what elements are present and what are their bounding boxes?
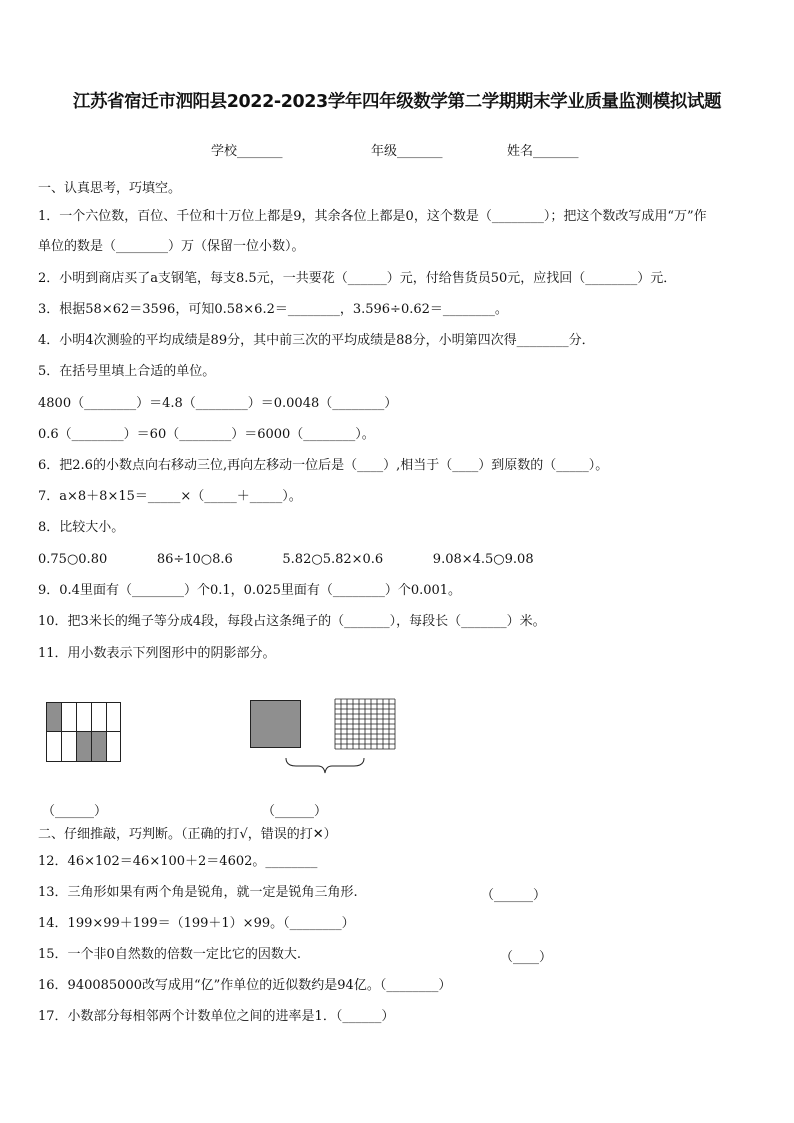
question-10: 10．把3米长的绳子等分成4段，每段占这条绳子的（_______），每段长（_______）米。 bbox=[38, 614, 546, 629]
question-8: 8．比较大小。 bbox=[38, 520, 125, 535]
question-5-row-2: 0.6（________）＝60（________）＝6000（________）。 bbox=[38, 427, 375, 442]
question-7: 7．a×8＋8×15＝_____×（_____＋_____）。 bbox=[38, 489, 302, 504]
question-16: 16．940085000改写成用“亿”作单位的近似数约是94亿。（________） bbox=[38, 978, 452, 993]
figure-2-answer[interactable]: （______） bbox=[262, 804, 328, 819]
question-9: 9．0.4里面有（________）个0.1，0.025里面有（________）个0.001。 bbox=[38, 583, 462, 598]
grid-cell bbox=[46, 731, 62, 762]
grid-cell bbox=[91, 702, 107, 732]
school-field[interactable]: 学校_______ bbox=[211, 144, 283, 159]
brace-icon bbox=[284, 756, 366, 776]
page-title: 江苏省宿迁市泗阳县2022-2023学年四年级数学第二学期期末学业质量监测模拟试题 bbox=[72, 92, 722, 112]
question-3: 3．根据58×62＝3596，可知0.58×6.2＝________，3.596÷0.62＝________。 bbox=[38, 302, 508, 317]
question-4: 4．小明4次测验的平均成绩是89分，其中前三次的平均成绩是88分，小明第四次得________分． bbox=[38, 333, 595, 348]
question-12: 12．46×102＝46×100＋2＝4602。________ bbox=[38, 854, 318, 869]
grid-cell bbox=[61, 702, 77, 732]
grid-cell bbox=[106, 731, 121, 762]
question-15-bracket[interactable]: （____） bbox=[500, 950, 553, 965]
hundred-grid-figure bbox=[334, 698, 396, 750]
grid-cell bbox=[106, 702, 121, 732]
figure-1-answer[interactable]: （______） bbox=[42, 804, 108, 819]
shaded-square-figure bbox=[250, 700, 301, 748]
question-2: 2．小明到商店买了a支钢笔，每支8.5元，一共要花（______）元，付给售货员50元，应找回（________）元． bbox=[38, 271, 677, 286]
grid-cell bbox=[61, 731, 77, 762]
question-11: 11．用小数表示下列图形中的阴影部分。 bbox=[38, 646, 276, 661]
question-13: 13．三角形如果有两个角是锐角，就一定是锐角三角形. bbox=[38, 885, 358, 900]
question-15: 15．一个非0自然数的倍数一定比它的因数大. bbox=[38, 947, 301, 962]
grid-cell-shaded bbox=[76, 731, 92, 762]
grid-cell bbox=[76, 702, 92, 732]
grid-cell-shaded bbox=[91, 731, 107, 762]
question-8-items: 0.75○0.80 86÷10○8.6 5.82○5.82×0.6 9.08×4.5○9.08 bbox=[38, 552, 534, 567]
grid-cell-shaded bbox=[46, 702, 62, 732]
question-1-cont: 单位的数是（________）万（保留一位小数）。 bbox=[38, 239, 305, 254]
question-5: 5．在括号里填上合适的单位。 bbox=[38, 364, 216, 379]
section-heading-fill: 一、认真思考，巧填空。 bbox=[38, 181, 182, 196]
name-field[interactable]: 姓名_______ bbox=[507, 144, 579, 159]
section-heading-judge: 二、仔细推敲，巧判断。（正确的打√，错误的打✕） bbox=[38, 827, 337, 842]
grade-field[interactable]: 年级_______ bbox=[371, 144, 443, 159]
question-14: 14．199×99＋199＝（199＋1）×99。（________） bbox=[38, 916, 355, 931]
question-6: 6．把2.6的小数点向右移动三位,再向左移动一位后是（____）,相当于（____）到原数的（_____）。 bbox=[38, 458, 609, 473]
question-13-bracket[interactable]: （______） bbox=[481, 888, 547, 903]
question-17: 17．小数部分每相邻两个计数单位之间的进率是1．（______） bbox=[38, 1009, 395, 1024]
question-5-row-1: 4800（________）＝4.8（________）＝0.0048（________） bbox=[38, 396, 398, 411]
question-1: 1．一个六位数，百位、千位和十万位上都是9，其余各位上都是0，这个数是（________）；把这个数改写成用“万”作 bbox=[38, 209, 707, 224]
